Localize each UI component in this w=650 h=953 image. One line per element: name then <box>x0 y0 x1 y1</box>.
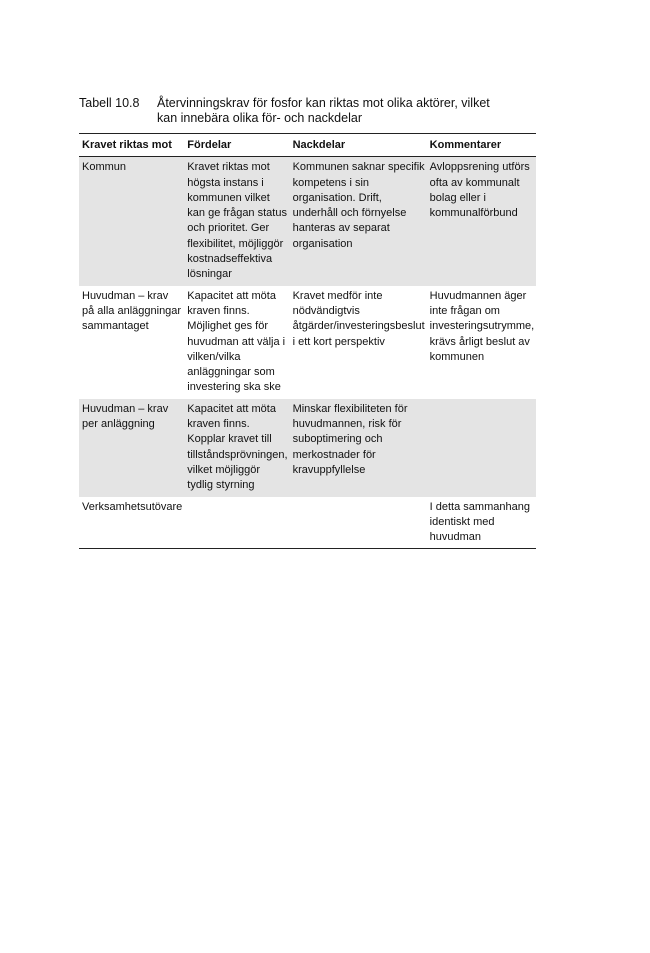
cell-comments: Avloppsrening utförs ofta av kommunalt bolag eller i kommunalförbund <box>427 157 537 286</box>
header-target: Kravet riktas mot <box>82 139 172 151</box>
cell-advantages <box>184 497 289 549</box>
cell-advantages: Kapacitet att möta kraven finns. Möjlighet ges för huvudman att välja i vilken/vilka anläggningar som investering ska ske <box>187 289 286 394</box>
cell-target: Verksamhetsutövare <box>82 500 183 513</box>
header-comments: Kommentarer <box>429 139 502 151</box>
cell-target: Huvudman – krav per anläggning <box>79 399 184 497</box>
table-row <box>79 157 536 286</box>
cell-advantages: Kapacitet att möta kraven finns. Kopplar kravet till tillståndsprövningen, vilket möjliggör tydlig styrning <box>184 399 289 497</box>
table-header-row <box>79 134 536 157</box>
table-row <box>79 399 536 497</box>
cell-advantages: Kravet riktas mot högsta instans i kommunen vilket kan ge frågan status och prioritet. Ger flexibilitet, möjliggör kostnadseffektiva lösningar <box>184 157 289 286</box>
cell-target: Huvudman – krav på alla anläggningar sammantaget <box>82 289 182 333</box>
table-title: Återvinningskrav för fosfor kan riktas mot olika aktörer, vilket kan innebära olika för- och nackdelar <box>157 96 490 125</box>
cell-disadvantages <box>290 497 427 549</box>
cell-disadvantages: Kommunen saknar specifik kompetens i sin organisation. Drift, underhåll och förnyelse hanteras av separat organisation <box>290 157 427 286</box>
cell-target: Kommun <box>79 157 184 286</box>
table-row <box>79 286 536 399</box>
cell-disadvantages: Minskar flexibiliteten för huvudmannen, risk för suboptimering och merkostnader för kravuppfyllelse <box>290 399 427 497</box>
cell-comments <box>427 399 537 497</box>
table-number: Tabell 10.8 <box>79 96 140 110</box>
cell-disadvantages: Kravet medför inte nödvändigtvis åtgärder/investeringsbeslut i ett kort perspektiv <box>292 289 425 348</box>
header-disadvantages: Nackdelar <box>292 139 346 151</box>
cell-comments: I detta sammanhang identiskt med huvudman <box>429 500 530 544</box>
cell-comments: Huvudmannen äger inte frågan om investeringsutrymme, krävs årligt beslut av kommunen <box>429 289 535 363</box>
comparison-table <box>79 133 536 549</box>
header-advantages: Fördelar <box>187 139 232 151</box>
table-row <box>79 497 536 549</box>
